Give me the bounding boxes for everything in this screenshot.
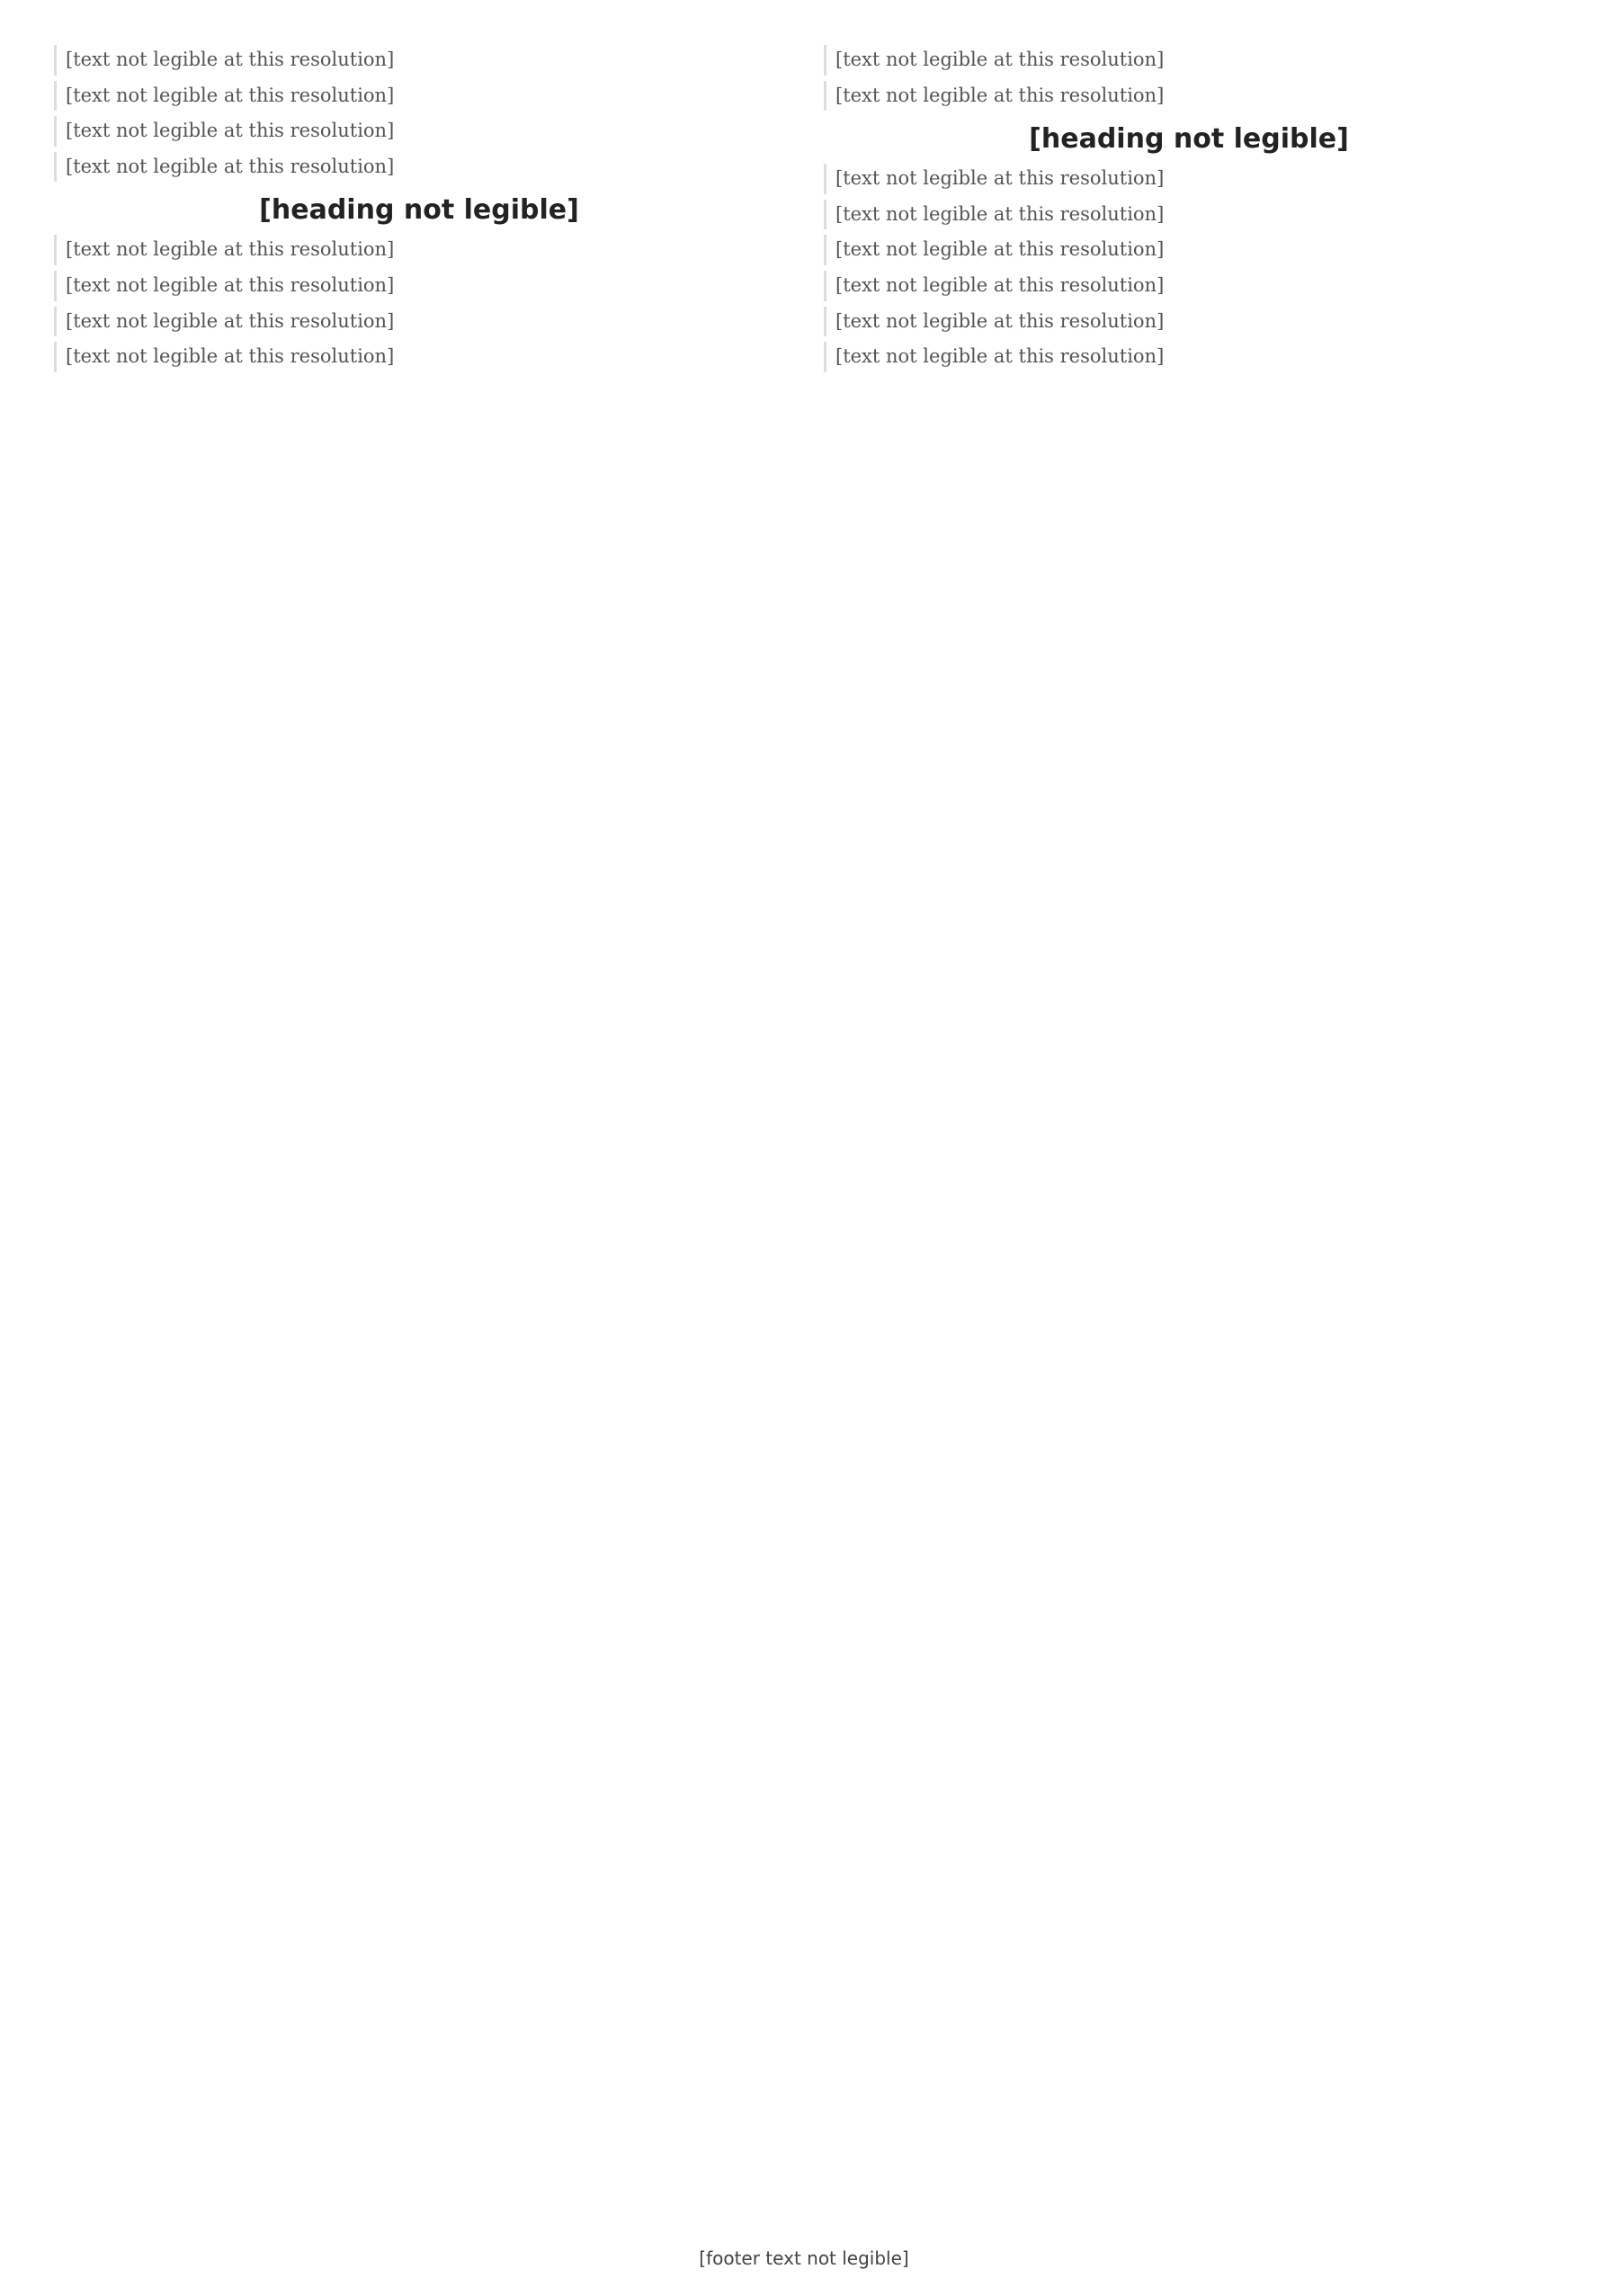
answer-block: [text not legible at this resolution] [824, 45, 1554, 76]
answer-block: [text not legible at this resolution] [54, 116, 784, 147]
section-heading: [heading not legible] [259, 194, 579, 227]
answer-block: [text not legible at this resolution] [824, 235, 1554, 265]
page-footer: [footer text not legible] [699, 2247, 909, 2269]
answer-block: [text not legible at this resolution] [824, 342, 1554, 372]
answer-block: [text not legible at this resolution] [824, 271, 1554, 301]
answer-page [54, 45, 1554, 2221]
answer-block: [text not legible at this resolution] [54, 235, 784, 265]
answer-block: [text not legible at this resolution] [54, 271, 784, 301]
right-column [824, 45, 1554, 2221]
answer-block: [text not legible at this resolution] [54, 45, 784, 76]
answer-block: [text not legible at this resolution] [824, 81, 1554, 112]
answer-block: [text not legible at this resolution] [824, 200, 1554, 230]
answer-block: [text not legible at this resolution] [54, 307, 784, 337]
left-column [54, 45, 784, 2221]
answer-block: [text not legible at this resolution] [54, 152, 784, 183]
answer-block: [text not legible at this resolution] [54, 81, 784, 112]
answer-block: [text not legible at this resolution] [54, 342, 784, 372]
section-heading: [heading not legible] [1029, 123, 1349, 156]
answer-block: [text not legible at this resolution] [824, 307, 1554, 337]
answer-block: [text not legible at this resolution] [824, 164, 1554, 194]
